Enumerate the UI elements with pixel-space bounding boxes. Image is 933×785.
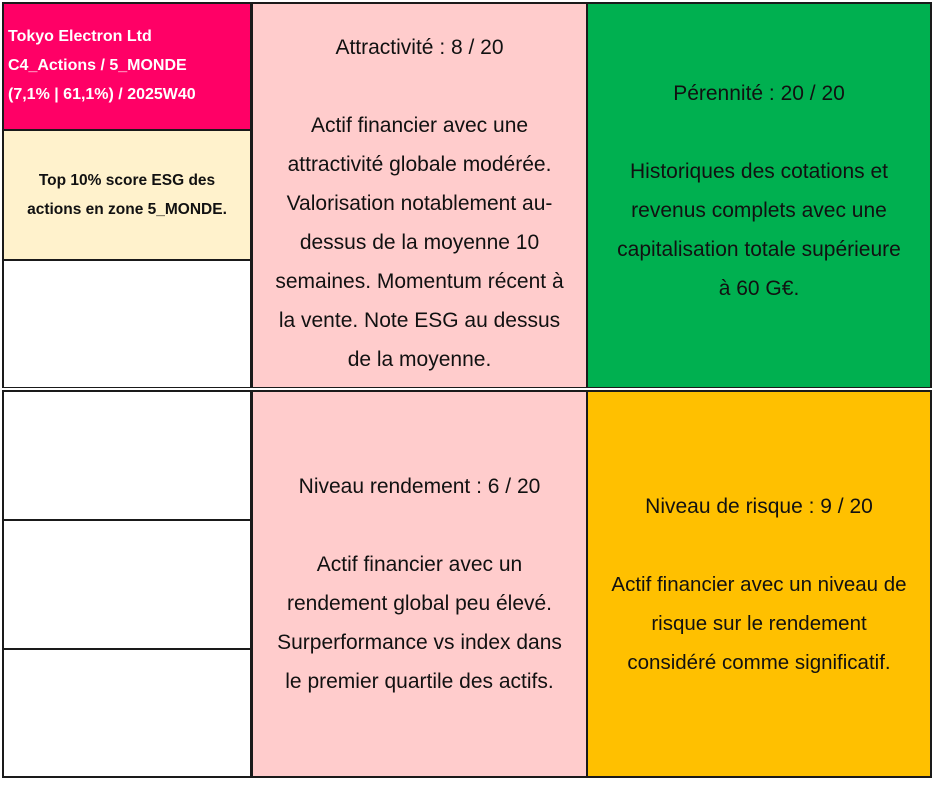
rendement-cell: [251, 390, 588, 778]
perennite-text-line: capitalisation totale supérieure: [617, 237, 901, 261]
risque-text-line: risque sur le rendement: [651, 611, 867, 635]
asset-category: C4_Actions / 5_MONDE: [8, 57, 187, 74]
attractivite-cell: [251, 2, 588, 389]
attractivite-score: Attractivité : 8 / 20: [335, 36, 504, 59]
asset-name: Tokyo Electron Ltd: [8, 28, 152, 45]
asset-title-cell: [2, 2, 252, 131]
risque-cell: [586, 390, 932, 778]
esg-note-text: Top 10% score ESG des actions en zone 5_MONDE.: [27, 172, 227, 218]
esg-note-cell: [2, 129, 252, 261]
rendement-text-line: Actif financier avec un: [316, 553, 523, 576]
rendement-text-line: rendement global peu élevé.: [286, 592, 553, 615]
attractivite-text-line: semaines. Momentum récent à: [275, 270, 564, 293]
perennite-score: Pérennité : 20 / 20: [673, 81, 845, 105]
attractivite-text-line: la vente. Note ESG au dessus: [278, 309, 561, 332]
empty-cell: [2, 648, 252, 778]
attractivite-text-line: attractivité globale modérée.: [287, 153, 552, 176]
attractivite-text-line: dessus de la moyenne 10: [299, 231, 540, 254]
attractivite-text-line: de la moyenne.: [347, 348, 492, 371]
perennite-text-line: Historiques des cotations et: [630, 159, 888, 183]
rendement-text-line: le premier quartile des actifs.: [285, 670, 554, 693]
asset-weights-period: (7,1% | 61,1%) / 2025W40: [8, 86, 196, 103]
attractivite-text-line: Actif financier avec une: [310, 114, 529, 137]
empty-cell: [2, 390, 252, 521]
risque-text-line: considéré comme significatif.: [627, 650, 891, 674]
perennite-text-line: à 60 G€.: [718, 276, 800, 300]
rendement-score: Niveau rendement : 6 / 20: [298, 475, 541, 498]
rendement-text-line: Surperformance vs index dans: [277, 631, 562, 654]
perennite-cell: [586, 2, 932, 389]
empty-cell: [2, 259, 252, 389]
perennite-text-line: revenus complets avec une: [631, 198, 887, 222]
risque-score: Niveau de risque : 9 / 20: [645, 494, 873, 518]
empty-cell: [2, 519, 252, 650]
attractivite-text-line: Valorisation notablement au-: [286, 192, 553, 215]
risque-text-line: Actif financier avec un niveau de: [611, 572, 907, 596]
